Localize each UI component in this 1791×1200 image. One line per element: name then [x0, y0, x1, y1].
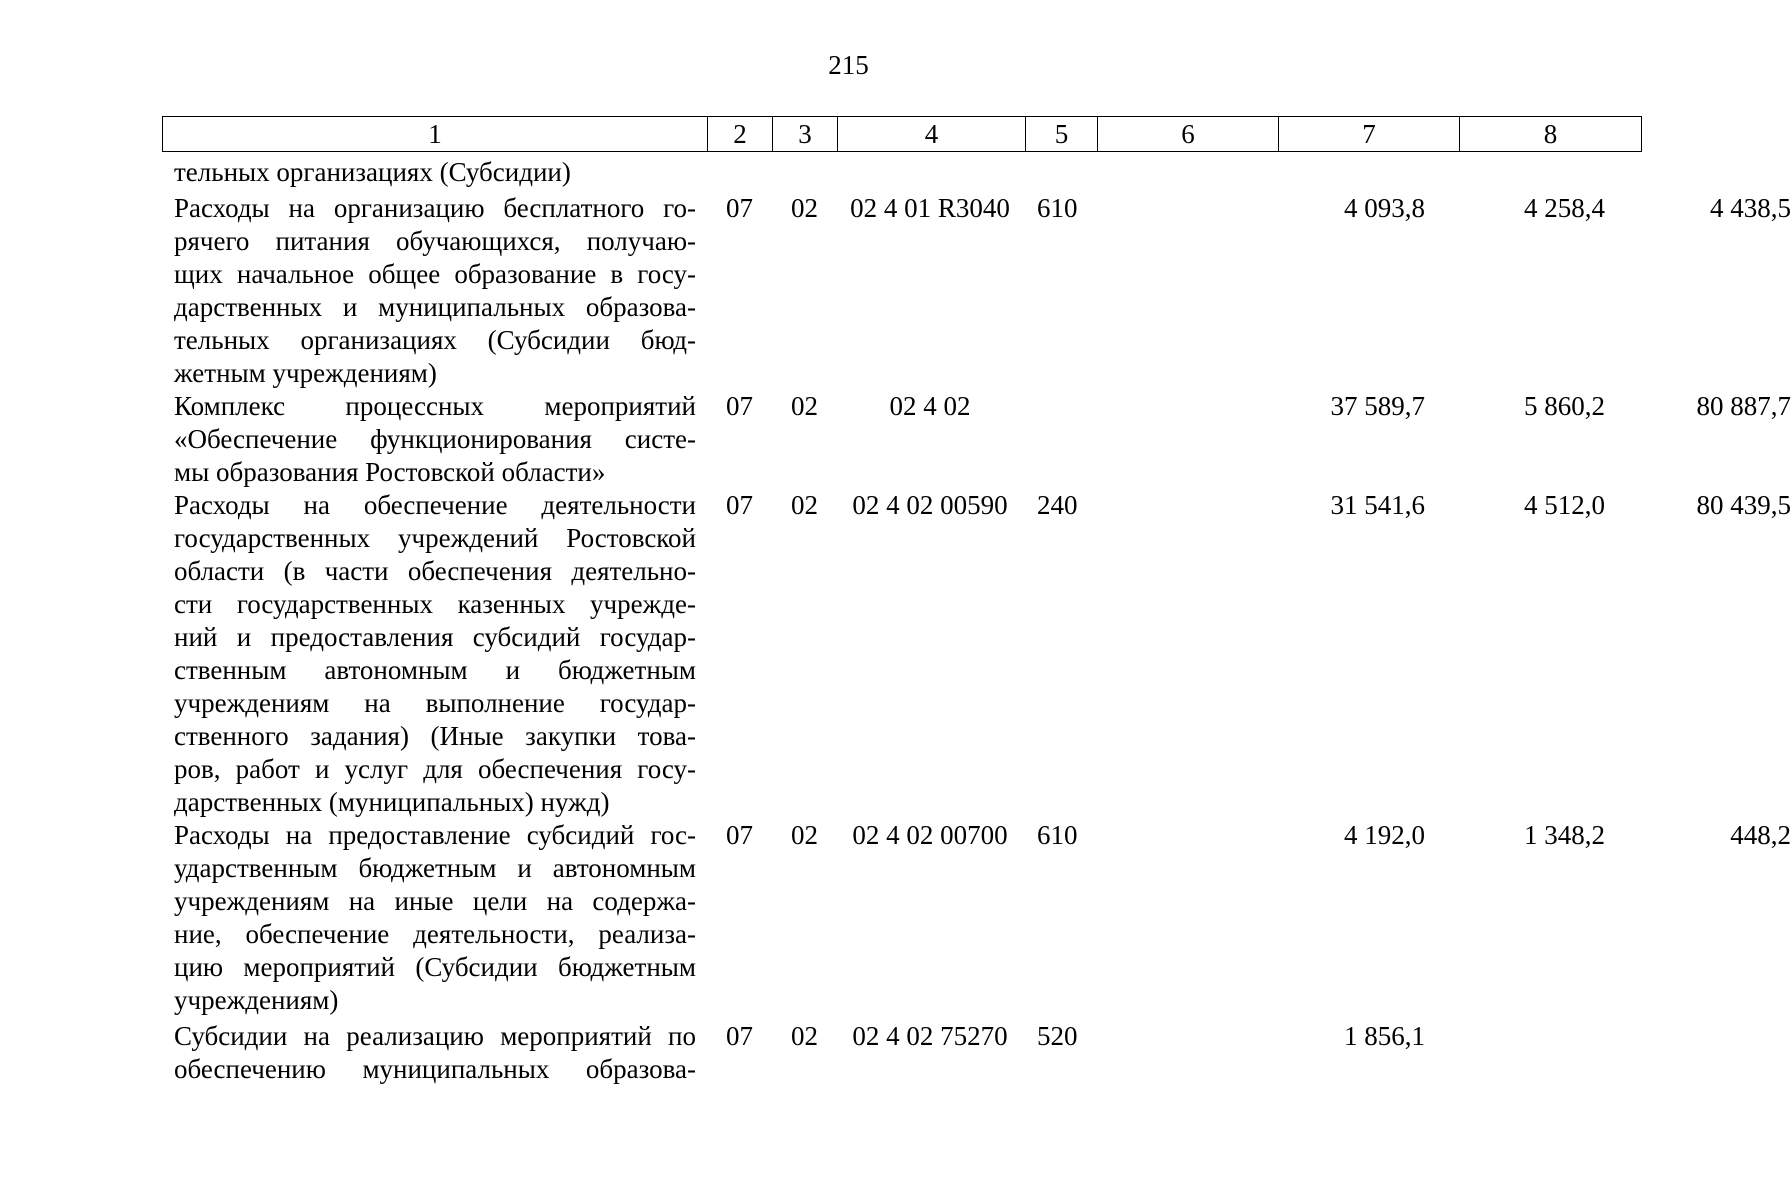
description-line: рячего питания обучающихся, получаю- [174, 226, 696, 256]
description-line: «Обеспечение функционирования систе- [174, 424, 696, 454]
cell-subsection: 02 [791, 820, 818, 850]
cell-amount-8: 4 438,5 [1710, 193, 1791, 223]
cell-amount-6: 31 541,6 [1330, 490, 1425, 520]
row-description [174, 192, 696, 390]
description-line: Расходы на организацию бесплатного го- [174, 193, 696, 223]
description-line: обеспечению муниципальных образова- [174, 1054, 696, 1084]
cell-target-article: 02 4 01 R3040 [850, 193, 1010, 223]
cell-subsection: 02 [791, 391, 818, 421]
description-line: ственного задания) (Иные закупки това- [174, 721, 696, 751]
row-description [174, 489, 696, 819]
header-col-7: 7 [1279, 117, 1460, 151]
description-line: сти государственных казенных учрежде- [174, 589, 696, 619]
description-line: дарственных (муниципальных) нужд) [174, 787, 610, 817]
description-line: тельных организациях (Субсидии бюд- [174, 325, 696, 355]
description-line: ственным автономным и бюджетным [174, 655, 696, 685]
description-line: щих начальное общее образование в госу- [174, 259, 696, 289]
description-line: государственных учреждений Ростовской [174, 523, 696, 553]
cell-amount-6: 1 856,1 [1344, 1021, 1425, 1051]
row-description [174, 390, 696, 489]
description-line: ний и предоставления субсидий государ- [174, 622, 696, 652]
header-col-4: 4 [838, 117, 1026, 151]
header-col-6: 6 [1098, 117, 1279, 151]
page-number: 215 [828, 50, 869, 80]
description-line: мы образования Ростовской области» [174, 457, 606, 487]
description-line: Комплекс процессных мероприятий [174, 391, 696, 421]
row-description [174, 819, 696, 1017]
cell-expense-type: 610 [1037, 193, 1078, 223]
cell-expense-type: 520 [1037, 1021, 1078, 1051]
header-col-2: 2 [708, 117, 773, 151]
cell-subsection: 02 [791, 193, 818, 223]
description-line: цию мероприятий (Субсидии бюджетным [174, 952, 696, 982]
cell-amount-8: 448,2 [1730, 820, 1791, 850]
header-col-3: 3 [773, 117, 838, 151]
cell-target-article: 02 4 02 00590 [852, 490, 1008, 520]
description-line: тельных организациях (Субсидии) [174, 157, 571, 187]
description-line: ударственным бюджетным и автономным [174, 853, 696, 883]
cell-target-article: 02 4 02 00700 [852, 820, 1008, 850]
cell-amount-6: 37 589,7 [1330, 391, 1425, 421]
description-line: учреждениям на иные цели на содержа- [174, 886, 696, 916]
description-line: жетным учреждениям) [174, 358, 437, 388]
description-line: учреждениям) [174, 985, 339, 1015]
description-line: Расходы на обеспечение деятельности [174, 490, 696, 520]
description-line: Расходы на предоставление субсидий гос- [174, 820, 696, 850]
cell-amount-7: 5 860,2 [1524, 391, 1605, 421]
header-col-5: 5 [1026, 117, 1098, 151]
cell-amount-8: 80 439,5 [1696, 490, 1791, 520]
description-line: дарственных и муниципальных образова- [174, 292, 696, 322]
cell-target-article: 02 4 02 75270 [852, 1021, 1008, 1051]
description-line: учреждениям на выполнение государ- [174, 688, 696, 718]
cell-expense-type: 240 [1037, 490, 1078, 520]
cell-section: 07 [726, 1021, 753, 1051]
cell-subsection: 02 [791, 1021, 818, 1051]
cell-section: 07 [726, 391, 753, 421]
cell-amount-7: 4 512,0 [1524, 490, 1605, 520]
description-line: области (в части обеспечения деятельно- [174, 556, 696, 586]
cell-target-article: 02 4 02 [889, 391, 971, 421]
cell-expense-type: 610 [1037, 820, 1078, 850]
cell-amount-7: 1 348,2 [1524, 820, 1605, 850]
row-description [174, 1020, 696, 1086]
cell-section: 07 [726, 193, 753, 223]
cell-subsection: 02 [791, 490, 818, 520]
description-line: ров, работ и услуг для обеспечения госу- [174, 754, 696, 784]
cell-amount-6: 4 093,8 [1344, 193, 1425, 223]
header-col-1: 1 [163, 117, 708, 151]
cell-amount-8: 80 887,7 [1696, 391, 1791, 421]
row-description [174, 156, 696, 189]
header-col-8: 8 [1543, 119, 1558, 149]
description-line: Субсидии на реализацию мероприятий по [174, 1021, 696, 1051]
cell-section: 07 [726, 490, 753, 520]
cell-amount-7: 4 258,4 [1524, 193, 1605, 223]
description-line: ние, обеспечение деятельности, реализа- [174, 919, 696, 949]
cell-section: 07 [726, 820, 753, 850]
table-header-row [162, 116, 1642, 152]
cell-amount-6: 4 192,0 [1344, 820, 1425, 850]
